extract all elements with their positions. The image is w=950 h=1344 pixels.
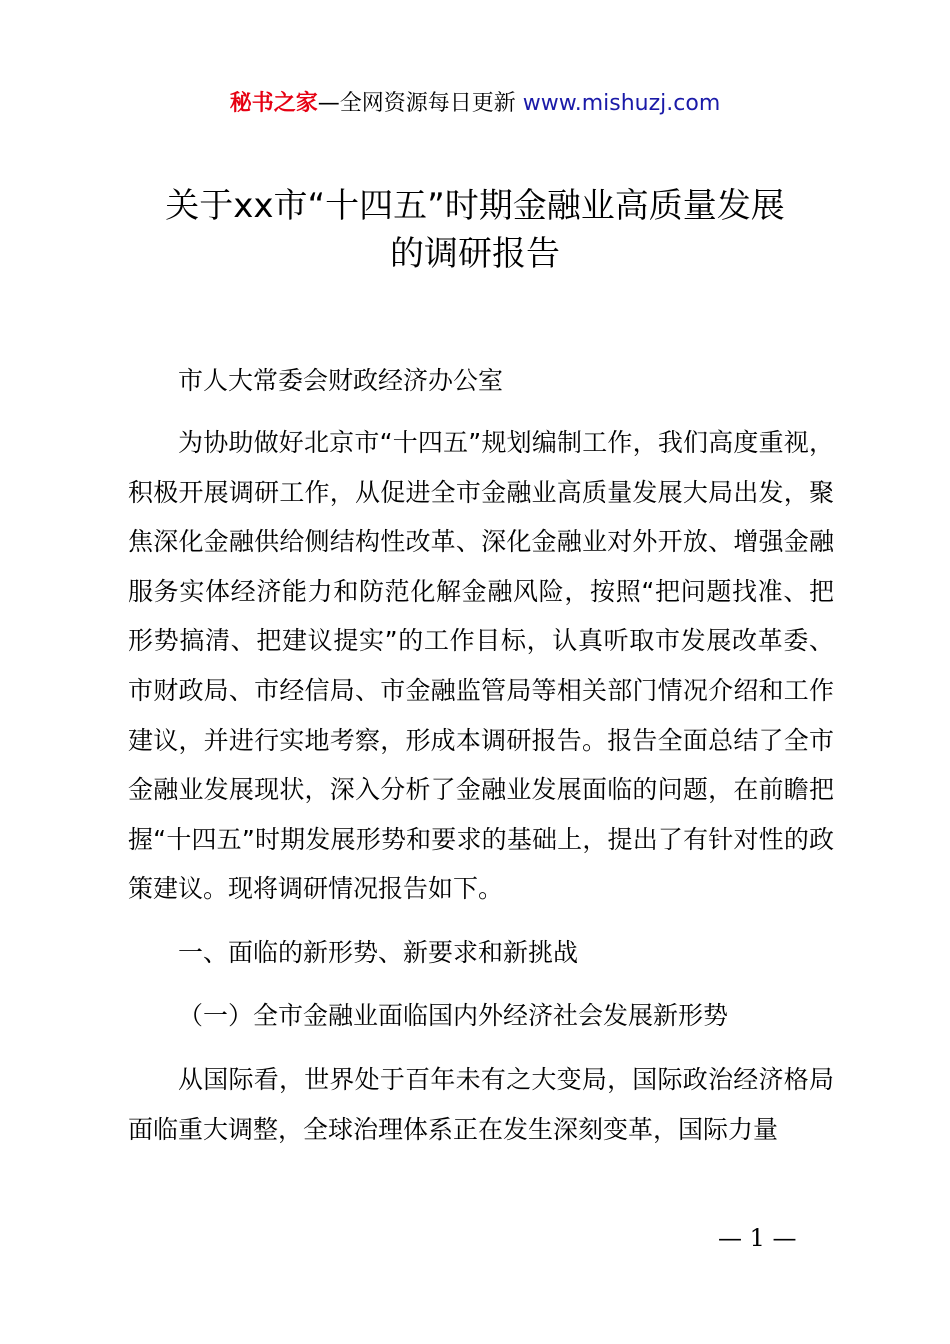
page-number: — 1 —: [718, 1224, 797, 1252]
site-url-link[interactable]: www.mishuzj.com: [522, 91, 721, 116]
title-line-2: 的调研报告: [390, 234, 560, 274]
subsection-heading-1: （一）全市金融业面临国内外经济社会发展新形势: [178, 1001, 729, 1030]
site-tagline: —全网资源每日更新: [317, 91, 523, 116]
section-heading-1: 一、面临的新形势、新要求和新挑战: [178, 938, 579, 967]
site-header: [0, 88, 950, 120]
document-title: [100, 182, 850, 278]
body-paragraph-2: 从国际看，世界处于百年未有之大变局，国际政治经济格局面临重大调整，全球治理体系正在发生深刻变革，国际力量: [128, 1065, 834, 1144]
intro-paragraph: 为协助做好北京市“十四五”规划编制工作，我们高度重视，积极开展调研工作，从促进全市金融业高质量发展大局出发，聚焦深化金融供给侧结构性改革、深化金融业对外开放、增强金融服务实体经济能力和防范化解金融风险，按照“把问题找准、把形势搞清、把建议提实”的工作目标，认真听取市发展改革委、市财政局、市经信局、市金融监管局等相关部门情况介绍和工作建议，并进行实地考察，形成本调研报告。报告全面总结了全市金融业发展现状，深入分析了金融业发展面临的问题，在前瞻把握“十四五”时期发展形势和要求的基础上，提出了有针对性的政策建议。现将调研情况报告如下。: [128, 428, 834, 904]
title-line-1: 关于xx市“十四五”时期金融业高质量发展: [165, 186, 785, 226]
site-brand: 秘书之家: [229, 91, 318, 116]
author-line: 市人大常委会财政经济办公室: [178, 366, 504, 395]
